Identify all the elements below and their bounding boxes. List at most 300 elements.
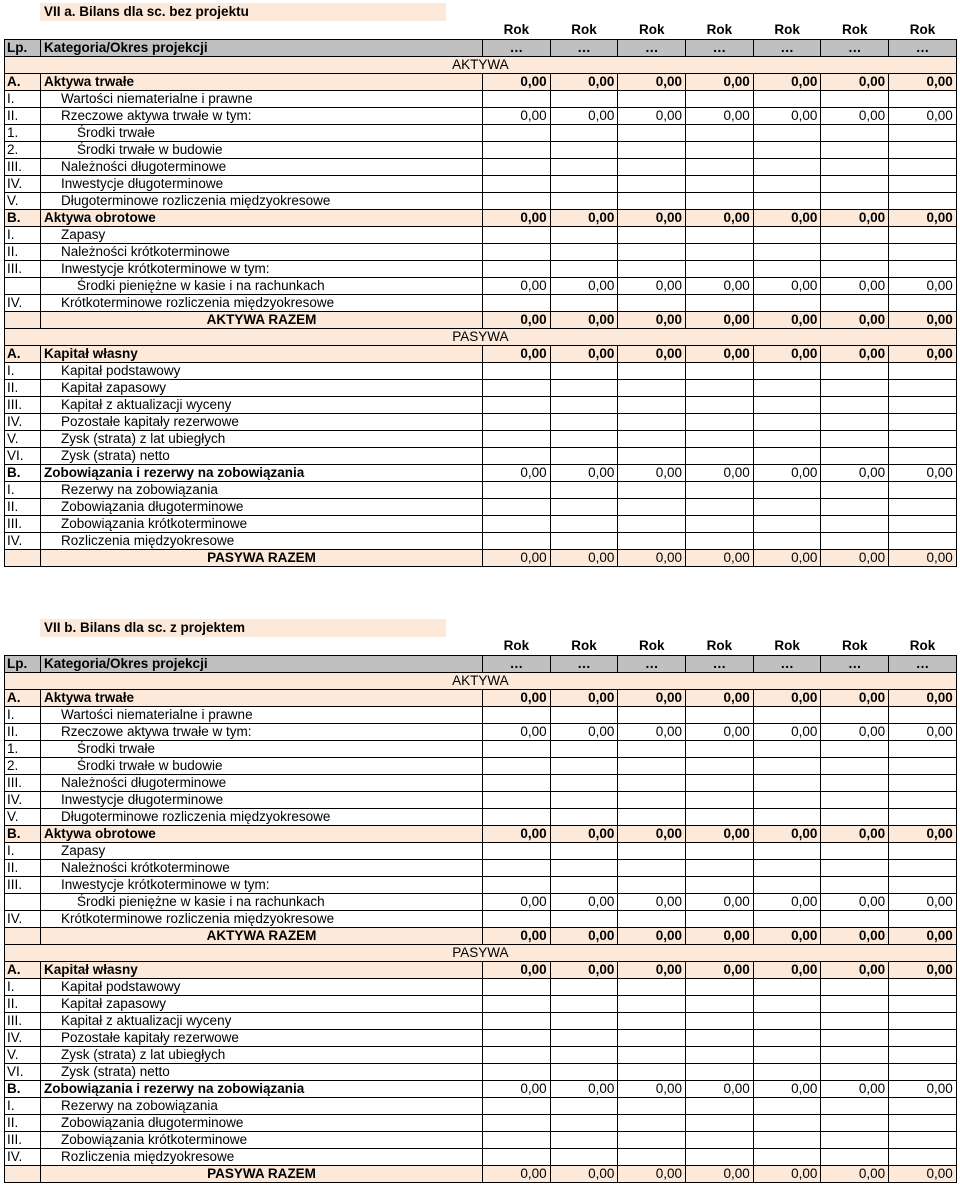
- row-value: [889, 158, 957, 175]
- row-value: [821, 910, 889, 927]
- row-value: [686, 1114, 754, 1131]
- table-row: [5, 689, 957, 706]
- table-row: [5, 910, 957, 927]
- row-label: Środki trwałe: [41, 740, 483, 757]
- row-value: 0,00: [821, 73, 889, 90]
- row-value: [889, 774, 957, 791]
- row-value: [483, 910, 551, 927]
- row-value: [821, 774, 889, 791]
- row-lp: I.: [5, 90, 41, 107]
- section-row: [5, 944, 957, 961]
- row-value: 0,00: [618, 311, 686, 328]
- table-title: VII a. Bilans dla sc. bez projektu: [40, 3, 446, 21]
- row-value: [483, 226, 551, 243]
- row-value: [821, 1063, 889, 1080]
- year-label: Rok: [503, 637, 530, 653]
- row-value: [686, 1012, 754, 1029]
- row-value: [550, 791, 618, 808]
- row-value: 0,00: [889, 927, 957, 944]
- row-value: [686, 876, 754, 893]
- row-lp: IV.: [5, 294, 41, 311]
- row-value: [483, 791, 551, 808]
- period-header: …: [889, 655, 957, 672]
- row-value: [753, 260, 821, 277]
- year-header-row: [5, 637, 957, 655]
- row-value: 0,00: [753, 689, 821, 706]
- row-value: [618, 1097, 686, 1114]
- row-value: 0,00: [686, 209, 754, 226]
- row-value: [821, 362, 889, 379]
- row-lp: III.: [5, 1131, 41, 1148]
- row-lp: [5, 927, 41, 944]
- row-lp: I.: [5, 842, 41, 859]
- row-value: 0,00: [483, 464, 551, 481]
- row-value: [618, 90, 686, 107]
- year-label: Rok: [774, 21, 800, 37]
- period-header: …: [550, 39, 618, 56]
- row-label: Wartości niematerialne i prawne: [41, 706, 483, 723]
- row-value: [550, 362, 618, 379]
- row-lp: III.: [5, 260, 41, 277]
- row-value: 0,00: [618, 209, 686, 226]
- row-value: [889, 243, 957, 260]
- row-label: Rzeczowe aktywa trwałe w tym:: [41, 723, 483, 740]
- row-value: [686, 740, 754, 757]
- row-value: [889, 706, 957, 723]
- row-lp: III.: [5, 158, 41, 175]
- row-value: [618, 175, 686, 192]
- table-row: [5, 141, 957, 158]
- row-value: 0,00: [618, 1165, 686, 1182]
- row-value: 0,00: [821, 825, 889, 842]
- row-value: [686, 141, 754, 158]
- row-value: [753, 774, 821, 791]
- row-value: 0,00: [686, 961, 754, 978]
- row-lp: 1.: [5, 124, 41, 141]
- row-value: 0,00: [483, 311, 551, 328]
- row-value: [550, 1012, 618, 1029]
- row-label: Kapitał własny: [41, 345, 483, 362]
- year-label: Rok: [842, 637, 868, 653]
- row-value: [483, 158, 551, 175]
- row-value: [686, 90, 754, 107]
- row-value: [821, 260, 889, 277]
- row-value: [889, 791, 957, 808]
- row-value: [618, 1012, 686, 1029]
- row-value: [686, 774, 754, 791]
- row-value: 0,00: [753, 345, 821, 362]
- row-value: [686, 413, 754, 430]
- row-value: 0,00: [821, 549, 889, 566]
- table-row: [5, 481, 957, 498]
- row-value: [550, 774, 618, 791]
- row-value: [686, 1046, 754, 1063]
- row-value: [686, 706, 754, 723]
- row-value: [618, 1046, 686, 1063]
- row-value: [889, 481, 957, 498]
- row-value: [618, 226, 686, 243]
- row-lp: II.: [5, 1114, 41, 1131]
- row-value: 0,00: [550, 825, 618, 842]
- row-value: 0,00: [686, 107, 754, 124]
- row-label: Środki trwałe w budowie: [41, 757, 483, 774]
- row-value: [618, 192, 686, 209]
- row-value: [550, 124, 618, 141]
- table-row: [5, 515, 957, 532]
- row-value: [686, 226, 754, 243]
- row-value: [821, 532, 889, 549]
- row-value: [686, 910, 754, 927]
- year-label: Rok: [706, 637, 733, 653]
- row-lp: [5, 549, 41, 566]
- row-value: [889, 532, 957, 549]
- row-value: 0,00: [889, 825, 957, 842]
- year-label: Rok: [842, 21, 868, 37]
- row-value: 0,00: [483, 961, 551, 978]
- row-value: [753, 396, 821, 413]
- year-label: Rok: [706, 21, 733, 37]
- row-value: [889, 1131, 957, 1148]
- table-row: [5, 549, 957, 566]
- section-label: AKTYWA: [5, 672, 957, 689]
- row-label: Zapasy: [41, 842, 483, 859]
- table-row: [5, 961, 957, 978]
- row-value: 0,00: [686, 1165, 754, 1182]
- row-value: 0,00: [821, 893, 889, 910]
- row-value: 0,00: [821, 209, 889, 226]
- table-row: [5, 1114, 957, 1131]
- table-row: [5, 175, 957, 192]
- row-value: [550, 413, 618, 430]
- row-value: [618, 447, 686, 464]
- row-label: Inwestycje długoterminowe: [41, 175, 483, 192]
- row-value: [821, 808, 889, 825]
- row-value: 0,00: [618, 107, 686, 124]
- category-header: Kategoria/Okres projekcji: [41, 655, 483, 672]
- table-row: [5, 532, 957, 549]
- row-value: 0,00: [550, 1165, 618, 1182]
- row-value: [550, 158, 618, 175]
- row-value: 0,00: [483, 73, 551, 90]
- row-value: [550, 294, 618, 311]
- row-value: [753, 1029, 821, 1046]
- row-value: [821, 995, 889, 1012]
- row-label: Zobowiązania długoterminowe: [41, 1114, 483, 1131]
- row-value: [821, 515, 889, 532]
- row-value: [618, 791, 686, 808]
- row-label: Środki pieniężne w kasie i na rachunkach: [41, 893, 483, 910]
- row-value: [618, 1114, 686, 1131]
- table-row: [5, 978, 957, 995]
- table-row: [5, 927, 957, 944]
- row-value: [483, 740, 551, 757]
- row-value: [753, 413, 821, 430]
- row-value: [686, 808, 754, 825]
- row-value: [483, 1046, 551, 1063]
- row-value: [550, 1131, 618, 1148]
- row-value: [686, 192, 754, 209]
- column-header-row: [5, 39, 957, 56]
- row-value: [753, 910, 821, 927]
- row-value: 0,00: [889, 1080, 957, 1097]
- row-value: [889, 859, 957, 876]
- row-value: [686, 158, 754, 175]
- row-value: 0,00: [889, 723, 957, 740]
- row-value: 0,00: [753, 277, 821, 294]
- row-label: PASYWA RAZEM: [41, 549, 483, 566]
- row-value: 0,00: [483, 1165, 551, 1182]
- row-label: Środki trwałe w budowie: [41, 141, 483, 158]
- row-value: [483, 481, 551, 498]
- row-value: [753, 995, 821, 1012]
- period-header: …: [550, 655, 618, 672]
- row-value: [618, 808, 686, 825]
- row-value: 0,00: [686, 825, 754, 842]
- row-value: [753, 515, 821, 532]
- row-value: [618, 1029, 686, 1046]
- row-value: 0,00: [821, 1165, 889, 1182]
- row-value: [753, 498, 821, 515]
- row-value: [753, 740, 821, 757]
- row-label: Rzeczowe aktywa trwałe w tym:: [41, 107, 483, 124]
- row-value: [618, 481, 686, 498]
- row-lp: IV.: [5, 532, 41, 549]
- row-value: [686, 396, 754, 413]
- row-value: [686, 757, 754, 774]
- table-row: [5, 413, 957, 430]
- row-value: 0,00: [618, 825, 686, 842]
- row-lp: B.: [5, 464, 41, 481]
- row-value: [889, 498, 957, 515]
- row-value: [889, 740, 957, 757]
- row-value: [753, 226, 821, 243]
- row-label: AKTYWA RAZEM: [41, 927, 483, 944]
- row-value: [753, 842, 821, 859]
- row-value: [686, 978, 754, 995]
- row-value: [483, 243, 551, 260]
- period-header: …: [821, 655, 889, 672]
- row-label: Kapitał z aktualizacji wyceny: [41, 396, 483, 413]
- lp-spacer: [5, 637, 41, 655]
- year-header-row: [5, 21, 957, 39]
- row-value: [618, 1131, 686, 1148]
- section-label: AKTYWA: [5, 56, 957, 73]
- row-value: [889, 978, 957, 995]
- row-value: 0,00: [550, 73, 618, 90]
- row-value: [550, 706, 618, 723]
- row-value: [753, 294, 821, 311]
- row-value: [889, 362, 957, 379]
- table-row: [5, 158, 957, 175]
- row-value: [618, 430, 686, 447]
- table-row: [5, 379, 957, 396]
- row-lp: V.: [5, 430, 41, 447]
- row-label: Zobowiązania i rezerwy na zobowiązania: [41, 464, 483, 481]
- row-value: 0,00: [753, 73, 821, 90]
- row-value: 0,00: [889, 311, 957, 328]
- row-value: [821, 158, 889, 175]
- row-value: [889, 757, 957, 774]
- row-value: [753, 706, 821, 723]
- table-row: [5, 226, 957, 243]
- table-row: [5, 294, 957, 311]
- row-value: [821, 481, 889, 498]
- row-lp: II.: [5, 243, 41, 260]
- row-value: [686, 430, 754, 447]
- row-value: [483, 362, 551, 379]
- row-value: [618, 995, 686, 1012]
- row-value: [483, 396, 551, 413]
- row-lp: VI.: [5, 1063, 41, 1080]
- year-label: Rok: [571, 21, 597, 37]
- row-value: [821, 413, 889, 430]
- row-value: 0,00: [618, 893, 686, 910]
- row-value: [753, 481, 821, 498]
- table-row: [5, 464, 957, 481]
- table-row: [5, 706, 957, 723]
- row-label: Inwestycje krótkoterminowe w tym:: [41, 260, 483, 277]
- row-label: Kapitał podstawowy: [41, 362, 483, 379]
- row-lp: III.: [5, 396, 41, 413]
- row-value: [889, 1046, 957, 1063]
- table-row: [5, 243, 957, 260]
- period-header: …: [483, 39, 551, 56]
- section-row: [5, 672, 957, 689]
- row-value: [821, 791, 889, 808]
- row-value: [550, 1114, 618, 1131]
- row-lp: [5, 1165, 41, 1182]
- row-value: [483, 1029, 551, 1046]
- row-value: [889, 1063, 957, 1080]
- table-row: [5, 73, 957, 90]
- row-value: [686, 379, 754, 396]
- row-value: [483, 876, 551, 893]
- row-value: 0,00: [550, 464, 618, 481]
- table-row: [5, 757, 957, 774]
- row-value: [550, 842, 618, 859]
- row-value: [753, 158, 821, 175]
- row-value: 0,00: [483, 893, 551, 910]
- row-value: [483, 859, 551, 876]
- row-value: [686, 1063, 754, 1080]
- row-label: Aktywa trwałe: [41, 689, 483, 706]
- year-label: Rok: [571, 637, 597, 653]
- row-value: [483, 532, 551, 549]
- row-label: Pozostałe kapitały rezerwowe: [41, 1029, 483, 1046]
- table-row: [5, 498, 957, 515]
- row-value: 0,00: [821, 723, 889, 740]
- row-value: [550, 141, 618, 158]
- row-value: 0,00: [483, 107, 551, 124]
- row-value: [753, 876, 821, 893]
- row-label: Należności krótkoterminowe: [41, 859, 483, 876]
- row-value: [753, 1097, 821, 1114]
- row-lp: A.: [5, 73, 41, 90]
- row-value: [753, 124, 821, 141]
- row-value: [889, 808, 957, 825]
- row-value: 0,00: [686, 73, 754, 90]
- section-row: [5, 56, 957, 73]
- row-value: [821, 430, 889, 447]
- table-row: [5, 1046, 957, 1063]
- row-label: Należności długoterminowe: [41, 158, 483, 175]
- row-value: 0,00: [618, 1080, 686, 1097]
- table-row: [5, 1131, 957, 1148]
- row-value: 0,00: [753, 311, 821, 328]
- row-value: 0,00: [618, 345, 686, 362]
- row-value: [686, 481, 754, 498]
- table-row: [5, 859, 957, 876]
- row-value: [889, 192, 957, 209]
- row-label: Inwestycje krótkoterminowe w tym:: [41, 876, 483, 893]
- row-value: [483, 515, 551, 532]
- row-value: [889, 294, 957, 311]
- row-value: [483, 175, 551, 192]
- row-value: 0,00: [821, 311, 889, 328]
- row-lp: II.: [5, 379, 41, 396]
- row-value: [753, 1012, 821, 1029]
- row-value: 0,00: [889, 277, 957, 294]
- row-value: 0,00: [753, 1080, 821, 1097]
- row-value: 0,00: [618, 961, 686, 978]
- row-value: [618, 532, 686, 549]
- period-header: …: [753, 655, 821, 672]
- row-value: 0,00: [686, 549, 754, 566]
- row-value: [618, 243, 686, 260]
- row-value: [821, 1114, 889, 1131]
- row-value: [483, 774, 551, 791]
- row-value: 0,00: [753, 549, 821, 566]
- year-label: Rok: [909, 637, 936, 653]
- row-value: [483, 1063, 551, 1080]
- row-lp: A.: [5, 345, 41, 362]
- row-value: [686, 532, 754, 549]
- row-value: [821, 978, 889, 995]
- row-label: Długoterminowe rozliczenia międzyokresowe: [41, 192, 483, 209]
- row-lp: III.: [5, 876, 41, 893]
- row-value: [686, 791, 754, 808]
- row-lp: I.: [5, 706, 41, 723]
- year-label: Rok: [909, 21, 936, 37]
- row-value: [821, 294, 889, 311]
- table-row: [5, 396, 957, 413]
- row-value: [753, 1114, 821, 1131]
- row-lp: I.: [5, 481, 41, 498]
- category-header: Kategoria/Okres projekcji: [41, 39, 483, 56]
- row-value: [618, 158, 686, 175]
- row-value: [821, 498, 889, 515]
- row-value: 0,00: [483, 927, 551, 944]
- row-value: [483, 808, 551, 825]
- row-label: Zobowiązania długoterminowe: [41, 498, 483, 515]
- row-value: [550, 1148, 618, 1165]
- row-value: 0,00: [753, 1165, 821, 1182]
- row-value: [618, 859, 686, 876]
- row-value: 0,00: [686, 311, 754, 328]
- row-lp: [5, 311, 41, 328]
- table-row: [5, 107, 957, 124]
- row-value: 0,00: [483, 723, 551, 740]
- row-lp: II.: [5, 995, 41, 1012]
- row-lp: B.: [5, 825, 41, 842]
- row-label: Zobowiązania krótkoterminowe: [41, 515, 483, 532]
- table-row: [5, 430, 957, 447]
- row-value: [753, 1046, 821, 1063]
- row-value: [821, 1012, 889, 1029]
- row-value: [889, 1114, 957, 1131]
- period-header: …: [753, 39, 821, 56]
- row-lp: IV.: [5, 791, 41, 808]
